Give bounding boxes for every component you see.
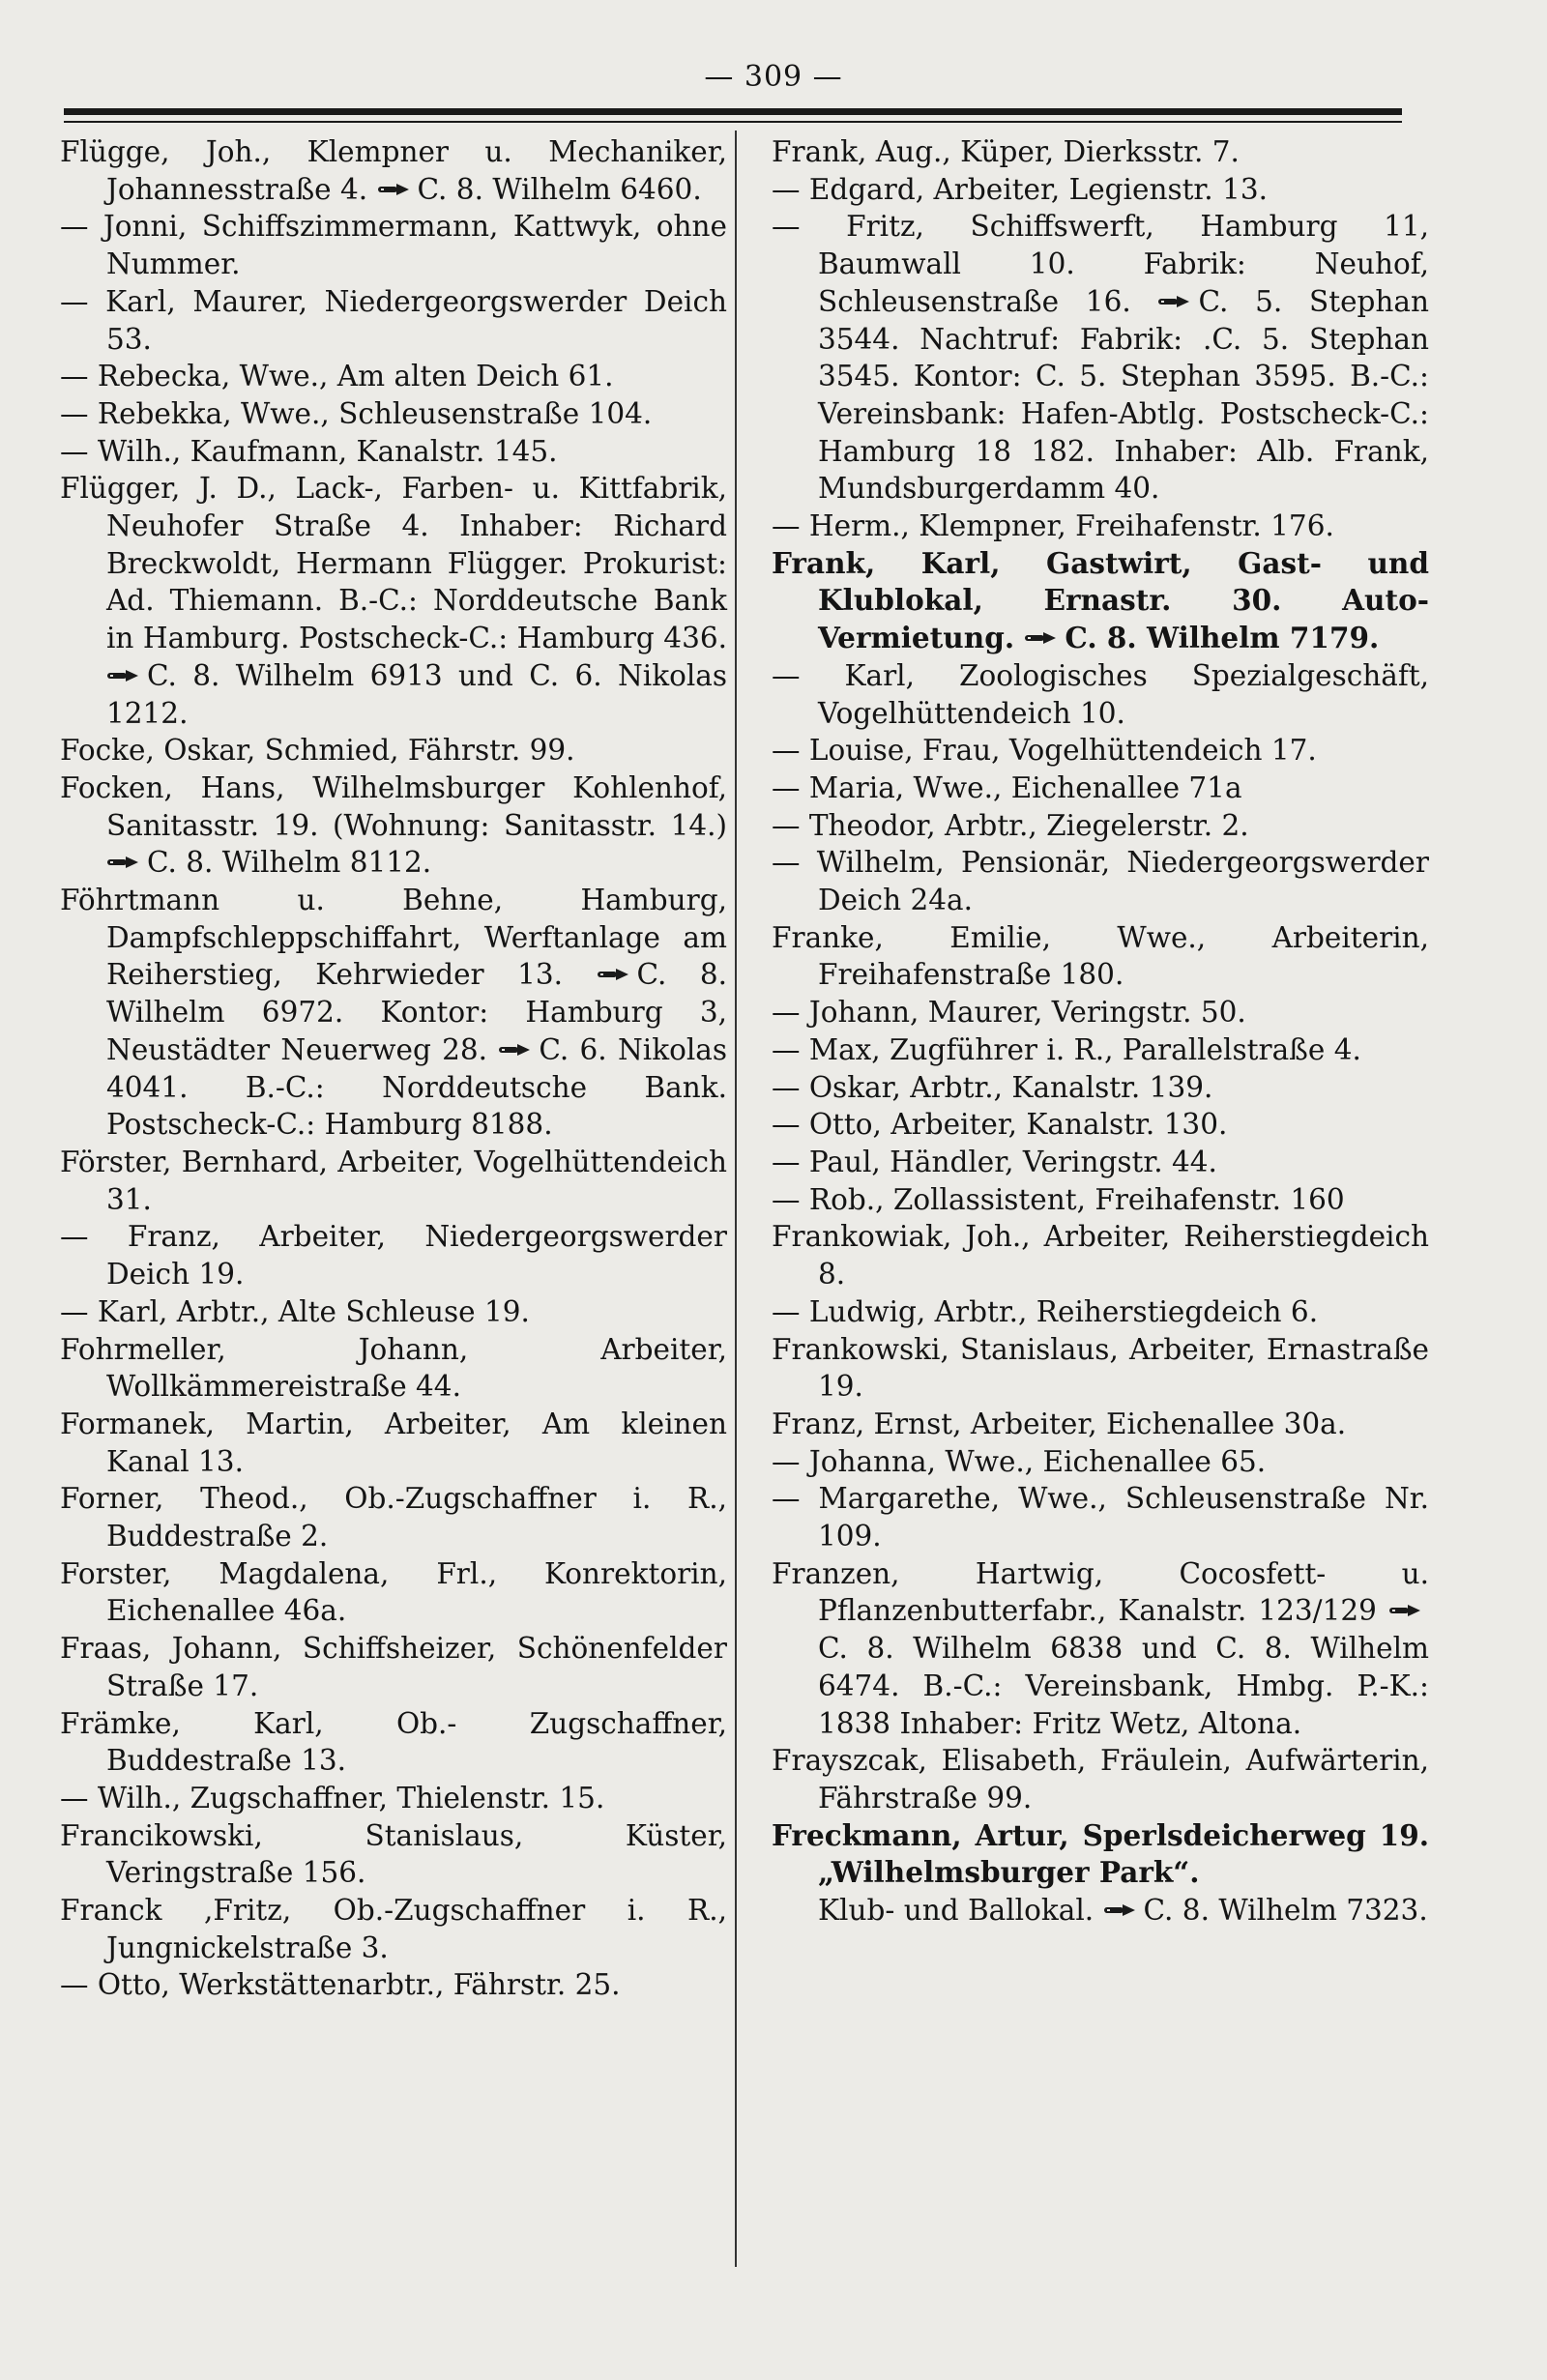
directory-entry [772,1406,1429,1443]
directory-entry [60,433,727,471]
directory-entry [60,1892,727,1966]
entry-text: — Louise, Frau, Vogelhüttendeich 17. [772,734,1317,768]
directory-entry [60,1331,727,1406]
entry-text: Franz, Ernst, Arbeiter, Eichenallee 30a. [772,1407,1347,1440]
directory-entry [772,732,1429,769]
directory-entry [772,657,1429,732]
entry-text: — Johann, Maurer, Veringstr. 50. [772,996,1246,1030]
directory-entry [772,545,1429,657]
entry-text: — Margarethe, Wwe., Schleusenstraße Nr. 109. [772,1482,1429,1553]
entry-text: — Wilh., Kaufmann, Kanalstr. 145. [60,434,558,468]
directory-entry [772,508,1429,545]
entry-text: Freckmann, Artur, Sperlsdeicherweg 19. „Wilhelmsburger Park“. [772,1817,1429,1890]
directory-entry [772,1443,1429,1481]
directory-entry [772,994,1429,1031]
directory-entry [772,807,1429,845]
entry-phone: C. 8. Wilhelm 7179. [1065,621,1380,655]
entry-text: — Franz, Arbeiter, Niedergeorgswerder Deich 19. [60,1220,727,1292]
column-divider [735,131,737,2267]
telephone-icon [377,183,410,196]
entry-text: — Rob., Zollassistent, Freihafenstr. 160 [772,1182,1345,1216]
directory-entry [772,1069,1429,1107]
directory-entry [60,133,727,208]
entry-text: Franzen, Hartwig, Cocosfett- u. Pflanzenbutterfabr., Kanalstr. 123/129 [772,1556,1429,1628]
directory-entry [60,358,727,395]
telephone-icon [597,968,629,981]
directory-entry [772,1480,1429,1554]
directory-entry [60,1966,727,2004]
directory-entry [60,1780,727,1817]
entry-text: — Herm., Klempner, Freihafenstr. 176. [772,509,1334,543]
entry-text: — Karl, Zoologisches Spezialgeschäft, Vogelhüttendeich 10. [772,658,1429,730]
telephone-icon [1103,1903,1136,1917]
header-rule-thin [64,121,1402,123]
entry-text: — Maria, Wwe., Eichenallee 71a [772,770,1242,804]
entry-text: Främke, Karl, Ob.- Zugschaffner, Buddestraße 13. [60,1706,727,1778]
entry-text: Frayszcak, Elisabeth, Fräulein, Aufwärterin, Fährstraße 99. [772,1744,1429,1814]
entry-phone: C. 8. Wilhelm 6972. Kontor: Hamburg 3, Neustädter Neuerweg 28. [106,958,727,1066]
directory-entry [772,1742,1429,1816]
directory-entry [772,1144,1429,1181]
entry-text: Flügger, J. D., Lack-, Farben- u. Kittfabrik, Neuhofer Straße 4. Inhaber: Richard Breckwoldt, Hermann Flügger. Prokurist: Ad. Thiemann. B.-C.: Norddeutsche Bank in Hamburg. Postscheck-C.: Hamburg 436. [60,472,727,655]
directory-entry [772,1218,1429,1292]
entry-text: Francikowski, Stanislaus, Küster, Veringstraße 156. [60,1818,727,1890]
directory-entry [772,1106,1429,1144]
entry-text: Frankowiak, Joh., Arbeiter, Reiherstiegdeich 8. [772,1220,1429,1292]
entry-text: — Paul, Händler, Veringstr. 44. [772,1145,1217,1178]
telephone-icon [1388,1604,1421,1617]
telephone-icon [1024,631,1057,645]
entry-text: Formanek, Martin, Arbeiter, Am kleinen Kanal 13. [60,1407,727,1478]
directory-entry [772,1331,1429,1406]
entry-text: — Rebekka, Wwe., Schleusenstraße 104. [60,396,653,430]
directory-entry [772,844,1429,918]
entry-phone: C. 8. Wilhelm 6460. [417,172,702,206]
directory-entry [772,919,1429,994]
entry-phone: C. 8. Wilhelm 8112. [147,846,432,880]
directory-entry [60,1218,727,1292]
directory-entry [60,1406,727,1480]
directory-entry [60,1817,727,1892]
entry-phone: C. 8. Wilhelm 6838 und C. 8. Wilhelm 6474. B.-C.: Vereinsbank, Hmbg. P.-K.: 1838 Inhaber: Fritz Wetz, Altona. [818,1632,1429,1740]
directory-entry [60,1480,727,1554]
directory-entry [772,1555,1429,1743]
entry-text: Forster, Magdalena, Frl., Konrektorin, Eichenallee 46a. [60,1556,727,1628]
entry-text: Fohrmeller, Johann, Arbeiter, Wollkämmereistraße 44. [60,1332,727,1404]
directory-entry [772,1293,1429,1331]
entry-phone: C. 5. Stephan 3544. Nachtruf: Fabrik: .C. 5. Stephan 3545. Kontor: C. 5. Stephan 3595. B.-C.: Vereinsbank: Hafen-Abtlg. Postscheck-C.: Hamburg 18 182. Inhaber: Alb. Frank, Mundsburgerdamm 40. [818,284,1430,506]
entry-text: Flügge, Joh., Klempner u. Mechaniker, Johannesstraße 4. [60,135,727,206]
entry-text: Focken, Hans, Wilhelmsburger Kohlenhof, Sanitasstr. 19. (Wohnung: Sanitasstr. 14.) [60,770,727,842]
entry-text: — Oskar, Arbtr., Kanalstr. 139. [772,1070,1213,1104]
telephone-icon [498,1043,531,1057]
entry-text: Frank, Aug., Küper, Dierksstr. 7. [772,135,1240,168]
directory-entry [772,133,1429,171]
entry-text: — Johanna, Wwe., Eichenallee 65. [772,1444,1267,1478]
entry-text: — Otto, Arbeiter, Kanalstr. 130. [772,1108,1228,1142]
directory-entry [60,470,727,732]
directory-entry [60,882,727,1144]
directory-entry [60,395,727,433]
directory-entry [772,171,1429,209]
entry-text: Frank, Karl, Gastwirt, Gast- und Klublokal, Ernastr. 30. Auto-Vermietung. [772,545,1429,655]
directory-entry [60,1144,727,1218]
entry-text: — Theodor, Arbtr., Ziegelerstr. 2. [772,808,1249,842]
directory-entry [772,1181,1429,1219]
directory-entry [772,1031,1429,1069]
entry-text: — Max, Zugführer i. R., Parallelstraße 4. [772,1032,1361,1066]
directory-entry [60,208,727,282]
left-column [60,133,727,2004]
directory-entry [772,208,1429,508]
entry-phone: C. 6. Nikolas 4041. B.-C.: Norddeutsche Bank. Postscheck-C.: Hamburg 8188. [106,1032,727,1142]
entry-text: — Karl, Maurer, Niedergeorgswerder Deich 53. [60,284,727,356]
page-number: — 309 — [704,60,843,94]
directory-entry [60,1555,727,1630]
directory-entry [60,769,727,882]
entry-text: Förster, Bernhard, Arbeiter, Vogelhüttendeich 31. [60,1145,727,1216]
entry-text: Franck ,Fritz, Ob.-Zugschaffner i. R., Jungnickelstraße 3. [60,1894,727,1964]
entry-phone: C. 8. Wilhelm 7323. [1143,1894,1428,1928]
entry-text: — Jonni, Schiffszimmermann, Kattwyk, ohne Nummer. [60,210,727,281]
entry-text: — Fritz, Schiffswerft, Hamburg 11, Baumwall 10. Fabrik: Neuhof, Schleusenstraße 16. [772,210,1429,318]
directory-entry [772,769,1429,807]
entry-text: — Wilh., Zugschaffner, Thielenstr. 15. [60,1781,605,1814]
entry-text: Föhrtmann u. Behne, Hamburg, Dampfschleppschiffahrt, Werftanlage am Reiherstieg, Kehrwieder 13. [60,884,727,992]
entry-text: Klub- und Ballokal. [818,1894,1095,1928]
entry-text: — Rebecka, Wwe., Am alten Deich 61. [60,360,614,393]
entry-text: Forner, Theod., Ob.-Zugschaffner i. R., Buddestraße 2. [60,1482,727,1553]
entry-text: Fraas, Johann, Schiffsheizer, Schönenfelder Straße 17. [60,1632,727,1702]
header-rule-thick [64,108,1402,115]
directory-entry [772,1892,1429,1930]
entry-phone: C. 8. Wilhelm 6913 und C. 6. Nikolas 1212. [106,658,727,730]
entry-text: — Edgard, Arbeiter, Legienstr. 13. [772,172,1268,206]
telephone-icon [106,856,139,869]
entry-text: — Ludwig, Arbtr., Reiherstiegdeich 6. [772,1294,1319,1328]
telephone-icon [1157,295,1190,308]
entry-text: — Otto, Werkstättenarbtr., Fährstr. 25. [60,1968,621,2002]
entry-text: Franke, Emilie, Wwe., Arbeiterin, Freihafenstraße 180. [772,920,1429,992]
right-column [772,133,1429,1930]
entry-text: — Wilhelm, Pensionär, Niedergeorgswerder Deich 24a. [772,846,1429,917]
entry-text: Frankowski, Stanislaus, Arbeiter, Ernastraße 19. [772,1332,1429,1404]
telephone-icon [106,669,139,682]
directory-entry [60,283,727,358]
directory-entry [60,1705,727,1780]
entry-text: Focke, Oskar, Schmied, Fährstr. 99. [60,734,575,768]
directory-entry [60,732,727,769]
directory-entry [772,1817,1429,1892]
entry-text: — Karl, Arbtr., Alte Schleuse 19. [60,1294,530,1328]
directory-entry [60,1293,727,1331]
directory-entry [60,1630,727,1704]
